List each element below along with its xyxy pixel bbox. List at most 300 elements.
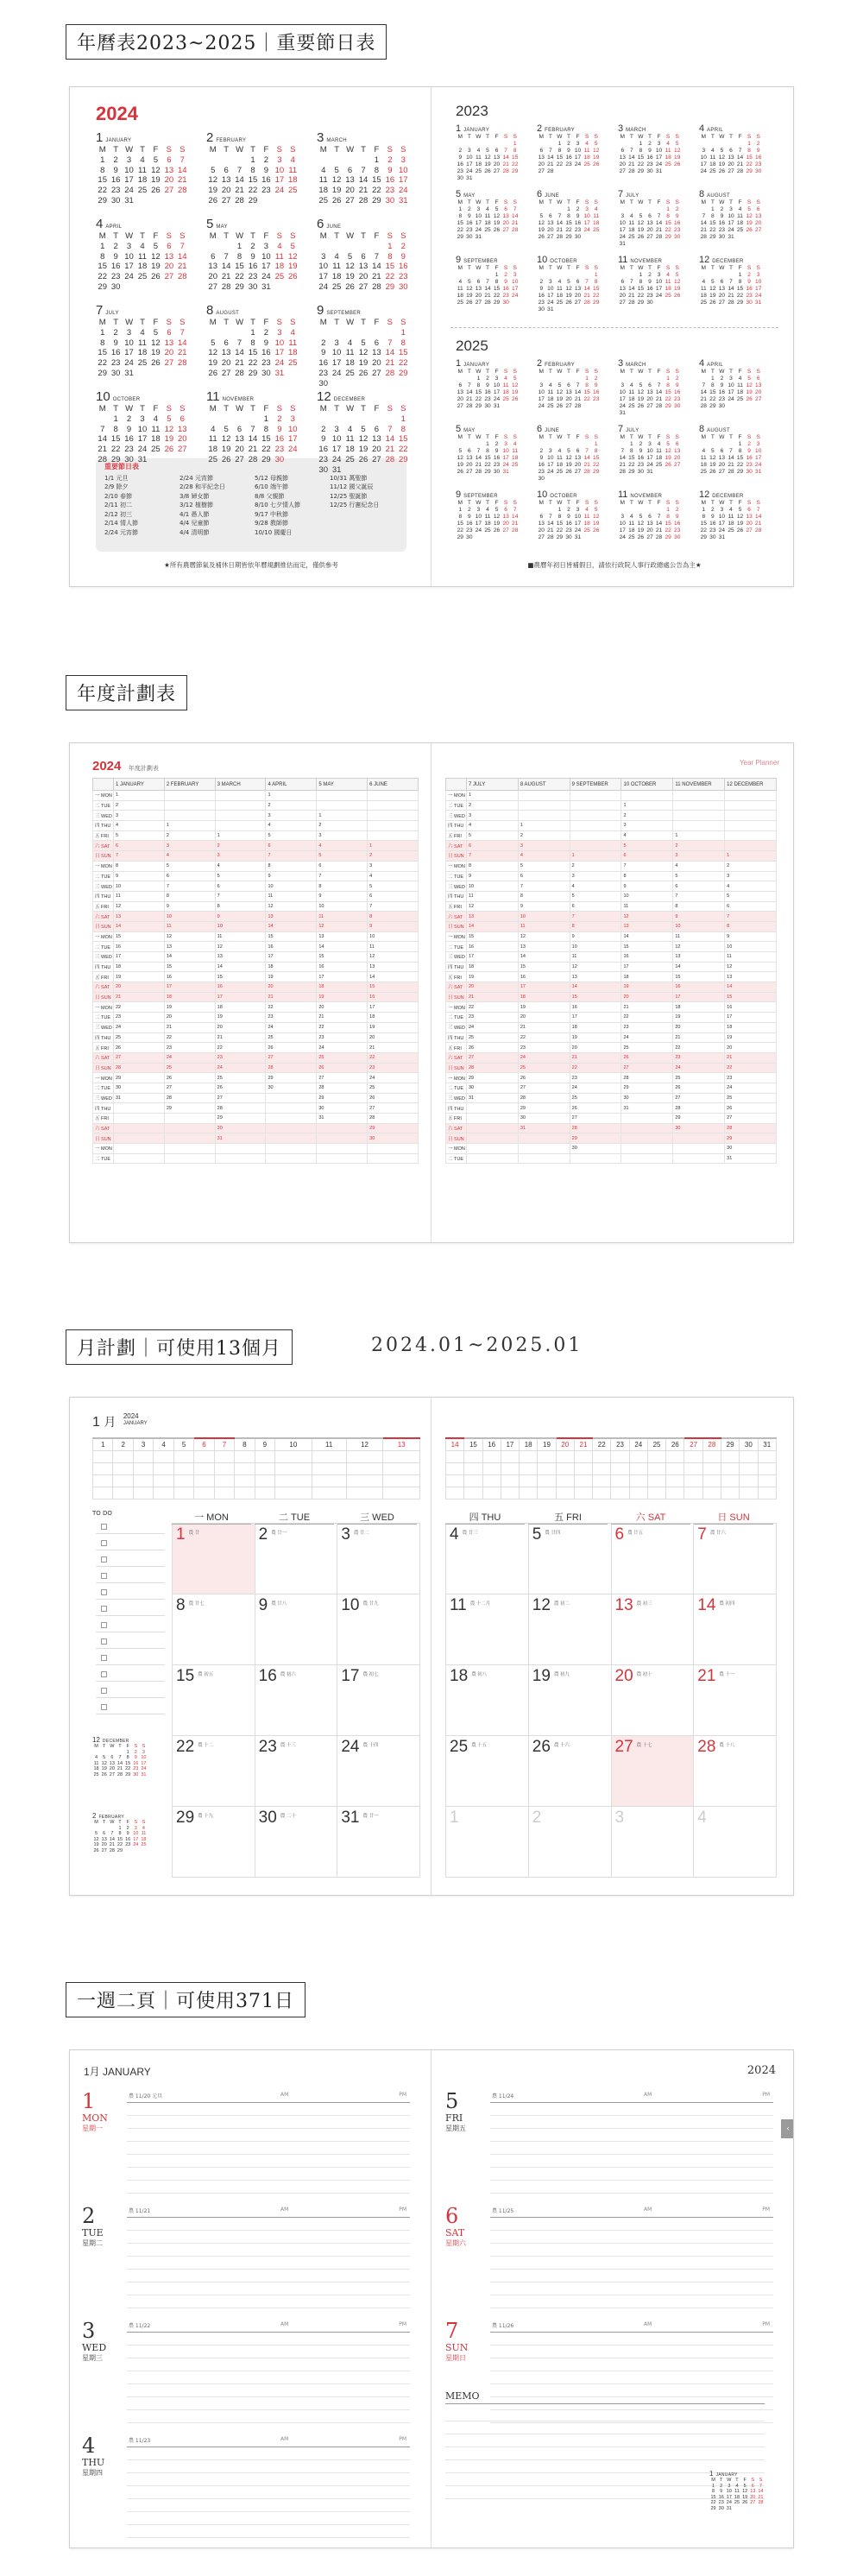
day-cell: 15 xyxy=(457,521,463,527)
day-cell: 8 xyxy=(250,338,255,348)
calendar-day-number: 12 xyxy=(532,1596,551,1614)
planner-cell xyxy=(673,791,725,801)
day-cell: 29 xyxy=(736,300,744,306)
weekday-head: S xyxy=(756,134,760,140)
pm-label: PM xyxy=(399,2321,406,2327)
planner-row xyxy=(446,1144,777,1154)
day-cell: 26 xyxy=(221,454,231,464)
mini-month-header xyxy=(537,123,601,134)
weekday-head: T xyxy=(467,500,471,506)
week-plan-spread xyxy=(69,2049,794,2548)
calendar-week-row xyxy=(173,1807,420,1878)
mini-month-number: 4 xyxy=(699,123,705,134)
day-cell: 23 xyxy=(674,227,681,233)
day-cell: 15 xyxy=(493,286,501,292)
strip-cell xyxy=(593,1450,611,1462)
planner-cell: 9 xyxy=(467,871,519,881)
weekday-head: T xyxy=(467,434,471,440)
day-cell: 14 xyxy=(628,155,635,161)
planner-cell: 8 xyxy=(114,861,165,871)
day-cell: 1 xyxy=(486,441,489,447)
day-cell: 3 xyxy=(576,507,580,513)
day-cell: 7 xyxy=(513,206,517,212)
weekday-head: M xyxy=(98,231,106,241)
day-cell: 16 xyxy=(248,262,258,272)
day-cell: 29 xyxy=(475,403,482,409)
day-cell: 4 xyxy=(513,441,517,447)
day-cell: 2 xyxy=(468,507,471,513)
day-cell: 25 xyxy=(484,527,491,534)
mini-month-grid xyxy=(618,199,682,248)
day-cell: 23 xyxy=(124,445,134,455)
strip-cell xyxy=(133,1487,153,1499)
planner-cell xyxy=(266,1103,317,1114)
day-cell: 24 xyxy=(655,161,663,167)
empty-cell xyxy=(356,414,369,425)
day-cell: 18 xyxy=(700,462,707,468)
empty-cell xyxy=(343,155,356,166)
day-cell: 19 xyxy=(151,348,161,358)
day-cell: 21 xyxy=(475,462,482,468)
day-cell: 22 xyxy=(512,161,519,167)
planner-row xyxy=(93,1114,419,1124)
mini-month-grid xyxy=(537,265,601,313)
weekday-label: 日 SUN xyxy=(93,992,114,1002)
day-cell: 13 xyxy=(538,521,545,527)
write-line xyxy=(127,2525,410,2538)
day-cell: 13 xyxy=(164,338,174,348)
weekday-head: T xyxy=(334,318,340,327)
day-cell: 19 xyxy=(674,155,681,161)
strip-cell xyxy=(255,1474,274,1487)
write-line xyxy=(490,2103,773,2116)
weekday-head: S xyxy=(513,500,517,506)
weekday-head: T xyxy=(566,434,570,440)
weekday-label: 二 TUE xyxy=(93,942,114,952)
day-cell: 24 xyxy=(574,161,582,167)
mini-month-grid xyxy=(456,500,520,541)
month-header: 12 DECEMBER xyxy=(725,779,777,791)
day-cell: 1 xyxy=(747,141,751,147)
weekday-label: 五 FRI xyxy=(446,830,467,841)
mini-month-name: APRIL xyxy=(707,363,723,368)
weekday-label: 四 THU xyxy=(446,962,467,972)
strip-cell xyxy=(173,1487,193,1499)
day-cell: 20 xyxy=(502,220,509,226)
planner-cell: 14 xyxy=(215,962,266,972)
day-cell: 1 xyxy=(630,441,633,447)
day-cell: 28 xyxy=(547,534,554,540)
planner-row xyxy=(93,1032,419,1043)
day-cell: 6 xyxy=(347,165,353,175)
planner-cell: 4 xyxy=(621,830,673,841)
holiday-item: 12/25 行憲紀念日 xyxy=(330,502,380,508)
day-cell: 6 xyxy=(476,279,481,285)
section-title-week-plan: 一週二頁｜可使用371日 xyxy=(66,1982,306,2017)
day-cell: 4 xyxy=(557,279,562,285)
day-cell: 29 xyxy=(484,469,491,475)
day-cell: 20 xyxy=(646,396,653,402)
day-cell: 18 xyxy=(331,272,342,282)
day-cell: 28 xyxy=(728,469,734,475)
day-cell: 11 xyxy=(93,1760,99,1766)
day-cell: 11 xyxy=(737,382,743,388)
weekday-head: T xyxy=(548,434,552,440)
month-plan-left-page xyxy=(70,1398,432,1895)
day-cell: 19 xyxy=(665,455,671,461)
planner-cell: 28 xyxy=(114,1063,165,1073)
weekday-head: S xyxy=(594,434,598,440)
day-cell: 9 xyxy=(387,165,393,175)
calendar-day-number: 3 xyxy=(341,1525,350,1544)
day-cell: 8 xyxy=(594,448,598,454)
day-cell: 16 xyxy=(484,389,491,395)
weekday-head: S xyxy=(594,199,598,205)
day-cell: 30 xyxy=(318,464,328,475)
day-cell: 15 xyxy=(98,348,107,358)
day-cell: 30 xyxy=(493,469,501,475)
day-cell: 28 xyxy=(484,300,491,306)
day-cell: 6 xyxy=(567,382,570,388)
planner-cell xyxy=(621,1123,673,1133)
day-cell: 16 xyxy=(718,389,726,395)
week-day-block xyxy=(445,2205,773,2313)
planner-cell: 5 xyxy=(114,830,165,841)
day-cell: 20 xyxy=(750,2494,756,2500)
weekday-label: 二 TUE xyxy=(93,1083,114,1093)
day-cell: 15 xyxy=(556,155,564,161)
day-cell: 15 xyxy=(248,348,258,358)
day-cell: 21 xyxy=(358,186,369,196)
day-cell: 1 xyxy=(711,376,715,382)
weekday-head: S xyxy=(142,1820,146,1825)
planner-cell: 6 xyxy=(266,841,317,851)
planner-row xyxy=(446,1093,777,1103)
day-cell: 21 xyxy=(758,2494,764,2500)
mini-month-name: JULY xyxy=(626,428,639,433)
weekday-head: F xyxy=(576,199,580,205)
weekday-header: 二 TUE xyxy=(255,1510,334,1525)
weekday-head: W xyxy=(476,369,482,375)
day-cell: 20 xyxy=(502,521,509,527)
pm-label: PM xyxy=(762,2207,770,2213)
weekday-head: S xyxy=(675,369,679,375)
day-cell: 18 xyxy=(700,293,707,299)
mini-month-name: NOVEMBER xyxy=(630,494,663,499)
calendar-day-cell xyxy=(446,1594,529,1665)
write-line xyxy=(127,2231,410,2244)
day-cell: 21 xyxy=(177,175,187,186)
day-cell: 30 xyxy=(457,175,463,181)
day-cell: 20 xyxy=(235,445,244,455)
weekday-head: M xyxy=(457,199,463,205)
week-day-lines xyxy=(490,2090,773,2194)
day-cell: 26 xyxy=(565,469,572,475)
day-cell: 1 xyxy=(387,241,393,251)
day-cell: 29 xyxy=(98,195,107,205)
day-cell: 14 xyxy=(177,165,187,175)
weekday-head: W xyxy=(476,199,482,205)
day-cell: 27 xyxy=(101,1847,107,1853)
planner-cell: 8 xyxy=(164,891,215,901)
mini-month-grid xyxy=(456,434,520,476)
day-cell: 15 xyxy=(709,220,716,226)
day-cell: 27 xyxy=(755,396,762,402)
day-cell: 18 xyxy=(457,293,463,299)
write-line xyxy=(127,2244,410,2257)
planner-cell xyxy=(467,1144,519,1154)
empty-cell xyxy=(627,206,637,213)
planner-cell: 26 xyxy=(467,1043,519,1053)
mini-month-name: JANUARY xyxy=(463,363,490,368)
day-cell: 25 xyxy=(700,469,707,475)
day-cell: 21 xyxy=(235,358,244,369)
day-cell: 23 xyxy=(646,293,653,299)
weekday-label: 六 SAT xyxy=(93,1123,114,1133)
day-cell: 5 xyxy=(95,1831,98,1837)
weekday-head: S xyxy=(400,145,406,155)
holiday-item: 3/12 植樹節 xyxy=(180,502,213,508)
day-cell: 18 xyxy=(93,1766,99,1772)
planner-row xyxy=(93,841,419,851)
day-cell: 27 xyxy=(493,168,501,174)
lunar-date: 農 初五 xyxy=(198,1672,214,1677)
weekday-head: S xyxy=(665,199,671,205)
strip-cell xyxy=(758,1462,776,1474)
day-cell: 3 xyxy=(140,414,145,424)
planner-cell: 27 xyxy=(368,1103,419,1114)
weekday-head: T xyxy=(361,231,366,241)
day-cell: 25 xyxy=(457,300,463,306)
weekday-label: 四 THU xyxy=(93,821,114,831)
day-cell: 7 xyxy=(576,382,580,388)
planner-cell: 7 xyxy=(621,861,673,871)
mini-month-2024-11 xyxy=(206,389,299,465)
empty-cell xyxy=(116,1750,123,1756)
calendar-day-number: 2 xyxy=(532,1809,542,1827)
strip-day: 8 xyxy=(235,1438,255,1450)
page-tab-marker: ‹ xyxy=(781,2119,794,2138)
weekday-label: 五 FRI xyxy=(446,1043,467,1053)
day-cell: 28 xyxy=(655,403,663,409)
day-cell: 8 xyxy=(702,514,706,520)
day-cell: 16 xyxy=(110,348,121,358)
planner-cell xyxy=(164,791,215,801)
day-cell: 5 xyxy=(290,241,295,251)
day-cell: 14 xyxy=(117,1760,123,1766)
empty-cell xyxy=(219,155,232,166)
weekday-head: W xyxy=(719,500,725,506)
mini-month-grid xyxy=(537,134,601,175)
day-cell: 31 xyxy=(655,168,663,174)
mini-month-2023-3 xyxy=(618,123,682,175)
day-cell: 3 xyxy=(476,206,481,212)
day-cell: 23 xyxy=(110,358,121,369)
planner-row xyxy=(93,952,419,963)
planner-cell: 10 xyxy=(570,942,621,952)
planner-cell: 27 xyxy=(570,1114,621,1124)
planner-cell: 20 xyxy=(317,1002,368,1013)
week-day-name: TUE xyxy=(82,2227,104,2238)
planner-cell: 26 xyxy=(114,1043,165,1053)
planner-row xyxy=(446,901,777,912)
strip-cell xyxy=(501,1474,519,1487)
calendar-day-number: 24 xyxy=(341,1738,360,1756)
write-line xyxy=(127,2205,410,2218)
day-cell: 7 xyxy=(250,424,255,434)
weekday-head: T xyxy=(250,404,255,414)
day-cell: 2 xyxy=(263,327,269,338)
day-cell: 5 xyxy=(153,327,159,338)
planner-cell: 23 xyxy=(621,1022,673,1032)
mini-month-number: 1 xyxy=(456,358,462,369)
mini-month-header xyxy=(317,389,410,404)
mini-month-number: 3 xyxy=(317,130,324,145)
strip-cell xyxy=(235,1487,255,1499)
day-cell: 20 xyxy=(164,348,174,358)
lunar-date: 農 十二月 xyxy=(469,1601,491,1607)
planner-cell: 23 xyxy=(164,1043,215,1053)
weekday-label: 二 TUE xyxy=(93,800,114,811)
mini-month-grid xyxy=(618,434,682,476)
week-day-lines xyxy=(127,2434,410,2538)
weekday-head: M xyxy=(539,434,545,440)
planner-cell: 14 xyxy=(621,931,673,942)
empty-cell xyxy=(317,414,330,425)
planner-cell: 10 xyxy=(215,921,266,931)
empty-cell xyxy=(465,441,475,448)
day-cell: 8 xyxy=(594,279,598,285)
weekday-head: S xyxy=(756,500,760,506)
day-cell: 6 xyxy=(648,213,652,219)
day-cell: 14 xyxy=(248,434,258,445)
planner-cell: 8 xyxy=(725,921,777,931)
planner-cell: 16 xyxy=(570,1002,621,1013)
planner-cell: 29 xyxy=(570,1133,621,1144)
day-cell: 10 xyxy=(331,434,342,445)
weekday-head: S xyxy=(584,134,589,140)
weekday-label: 一 MON xyxy=(93,1073,114,1083)
weekday-head: W xyxy=(557,369,563,375)
planner-cell xyxy=(467,1133,519,1144)
mini-month-name: MAY xyxy=(463,193,476,199)
calendar-day-cell xyxy=(173,1665,255,1736)
day-cell: 27 xyxy=(674,462,681,468)
day-cell: 24 xyxy=(493,396,501,402)
day-cell: 22 xyxy=(98,358,107,369)
day-cell: 5 xyxy=(211,338,216,348)
empty-cell xyxy=(546,141,556,148)
holiday-item: 5/12 母親節 xyxy=(255,474,288,482)
day-cell: 27 xyxy=(538,168,545,174)
calendar-week-row xyxy=(446,1665,777,1736)
planner-cell: 11 xyxy=(621,901,673,912)
mini-month-number: 2 xyxy=(537,123,543,134)
day-cell: 30 xyxy=(318,378,328,388)
mini-month-name: NOVEMBER xyxy=(222,397,255,402)
strip-cell xyxy=(154,1450,173,1462)
planner-cell: 15 xyxy=(518,962,570,972)
day-cell: 14 xyxy=(655,521,663,527)
planner-cell xyxy=(215,791,266,801)
empty-cell xyxy=(330,414,343,425)
lunar-date: 農 11/20 元旦 xyxy=(129,2093,163,2099)
day-cell: 26 xyxy=(208,368,217,378)
planner-cell: 7 xyxy=(673,891,725,901)
day-cell: 9 xyxy=(321,348,326,358)
mini-month-number: 7 xyxy=(96,303,104,318)
planner-cell xyxy=(467,1123,519,1133)
day-cell: 20 xyxy=(358,272,369,282)
planner-cell: 19 xyxy=(266,972,317,982)
weekday-head: T xyxy=(334,145,340,155)
planner-cell xyxy=(164,811,215,821)
day-cell: 1 xyxy=(100,241,105,251)
lunar-date: 農 廿四 xyxy=(545,1531,561,1536)
weekday-label: 二 TUE xyxy=(446,1013,467,1023)
day-cell: 22 xyxy=(125,1766,131,1772)
year-planner-table-left xyxy=(92,778,419,1164)
weekday-head: S xyxy=(756,265,760,271)
day-cell: 10 xyxy=(124,338,134,348)
planner-cell xyxy=(570,791,621,801)
planner-cell xyxy=(518,811,570,821)
empty-cell xyxy=(573,376,583,382)
day-cell: 1 xyxy=(585,376,589,382)
mini-month-number: 8 xyxy=(699,189,705,199)
day-cell: 13 xyxy=(547,220,554,226)
day-cell: 16 xyxy=(261,348,271,358)
day-cell: 15 xyxy=(248,175,258,186)
calendar-day-number: 9 xyxy=(258,1596,268,1614)
planner-cell: 11 xyxy=(114,891,165,901)
strip-cell xyxy=(647,1450,665,1462)
strip-day: 2 xyxy=(113,1438,133,1450)
day-cell: 12 xyxy=(556,389,564,395)
day-cell: 16 xyxy=(466,521,473,527)
planner-cell: 1 xyxy=(215,830,266,841)
planner-cell: 26 xyxy=(518,1073,570,1083)
day-cell: 26 xyxy=(565,300,572,306)
day-cell: 28 xyxy=(512,227,519,233)
strip-cell xyxy=(346,1450,383,1462)
planner-row xyxy=(446,1052,777,1063)
empty-cell xyxy=(636,376,646,382)
day-cell: 30 xyxy=(718,2505,724,2511)
weekday-label: 六 SAT xyxy=(446,1052,467,1063)
mini-month-grid xyxy=(699,434,763,476)
day-cell: 1 xyxy=(250,155,255,165)
mini-month-grid xyxy=(96,318,189,379)
weekday-label: 日 SUN xyxy=(93,921,114,931)
day-cell: 24 xyxy=(700,168,707,174)
planner-cell xyxy=(673,821,725,831)
day-cell: 18 xyxy=(556,462,564,468)
mini-month-header xyxy=(317,130,410,145)
empty-cell xyxy=(618,376,627,382)
planner-cell xyxy=(673,1153,725,1164)
day-cell: 20 xyxy=(164,262,174,272)
strip-cell xyxy=(113,1450,133,1462)
weekday-head: S xyxy=(746,265,752,271)
planner-cell: 24 xyxy=(368,1073,419,1083)
year-planner-title-en: Year Planner xyxy=(740,759,779,767)
day-cell: 5 xyxy=(567,448,570,454)
calendar-day-number: 25 xyxy=(450,1738,469,1756)
day-cell: 25 xyxy=(484,227,491,233)
planner-cell xyxy=(114,1144,165,1154)
planner-cell: 25 xyxy=(368,1083,419,1093)
